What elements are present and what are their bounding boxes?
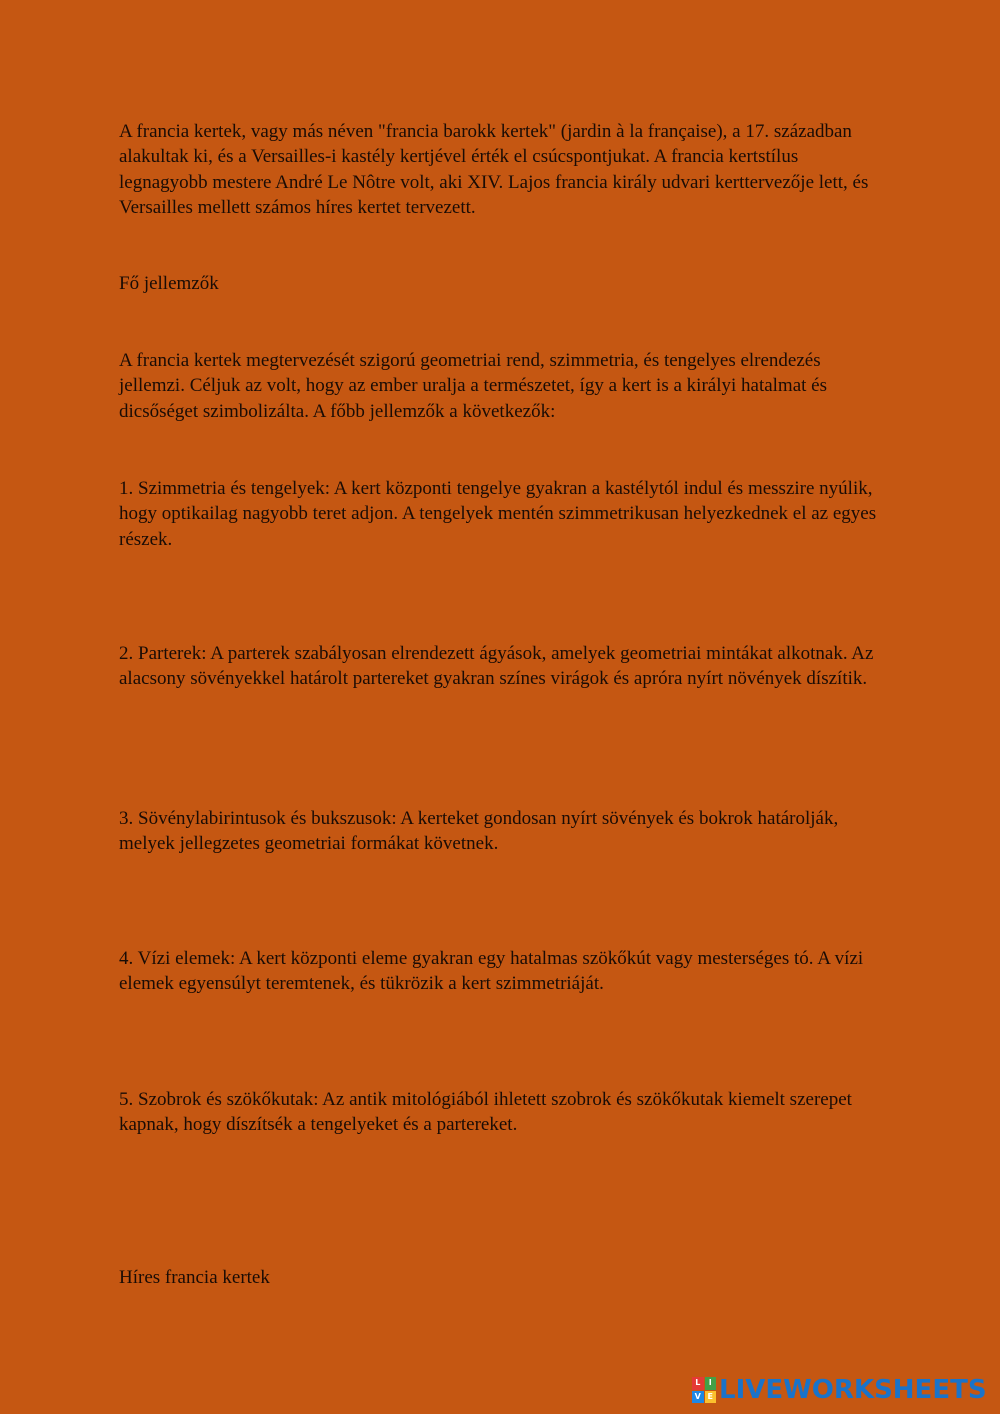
- list-item-hedges: 3. Sövénylabirintusok és bukszusok: A kerteket gondosan nyírt sövények és bokrok határolják, melyek jellegzetes geometriai formákat követnek.: [119, 808, 839, 855]
- description-paragraph: A francia kertek megtervezését szigorú geometriai rend, szimmetria, és tengelyes elrendezés jellemzi. Céljuk az volt, hogy az ember uralja a természetet, így a kert is a királyi hatalmat és dicsőséget szimbolizálta. A főbb jellemzők a következők:: [119, 350, 828, 422]
- list-item-symmetry: 1. Szimmetria és tengelyek: A kert központi tengelye gyakran a kastélytól indul és messzire nyúlik, hogy optikailag nagyobb teret adjon. A tengelyek mentén szimmetrikusan helyezkednek el az egyes részek.: [119, 478, 877, 550]
- heading-main-features: Fő jellemzők: [119, 273, 219, 294]
- liveworksheets-logo[interactable]: [692, 1376, 987, 1404]
- heading-famous-gardens: Híres francia kertek: [119, 1267, 270, 1288]
- list-item-statues: 5. Szobrok és szökőkutak: Az antik mitológiából ihletett szobrok és szökőkutak kiemelt szerepet kapnak, hogy díszítsék a tengelyeket és a partereket.: [119, 1089, 852, 1136]
- intro-paragraph: A francia kertek, vagy más néven "francia barokk kertek" (jardin à la française), a 17. században alakultak ki, és a Versailles-i kastély kertjével érték el csúcspontjukat. A francia kertstílus legnagyobb mestere André Le Nôtre volt, aki XIV. Lajos francia király udvari kerttervezője lett, és Versailles mellett számos híres kertet tervezett.: [119, 121, 869, 218]
- logo-letter-l: L: [692, 1377, 704, 1390]
- live-logo-icon: [692, 1377, 716, 1403]
- logo-letter-i: I: [705, 1377, 717, 1390]
- logo-letter-v: V: [692, 1391, 704, 1404]
- list-item-water: 4. Vízi elemek: A kert központi eleme gyakran egy hatalmas szökőkút vagy mesterséges tó. A vízi elemek egyensúlyt teremtenek, és tükrözik a kert szimmetriáját.: [119, 948, 864, 995]
- logo-letter-e: E: [705, 1391, 717, 1404]
- list-item-parterres: 2. Parterek: A parterek szabályosan elrendezett ágyások, amelyek geometriai mintákat alkotnak. Az alacsony sövényekkel határolt partereket gyakran színes virágok és apróra nyírt növények díszítik.: [119, 643, 874, 690]
- liveworksheets-wordmark: LIVEWORKSHEETS: [719, 1375, 987, 1405]
